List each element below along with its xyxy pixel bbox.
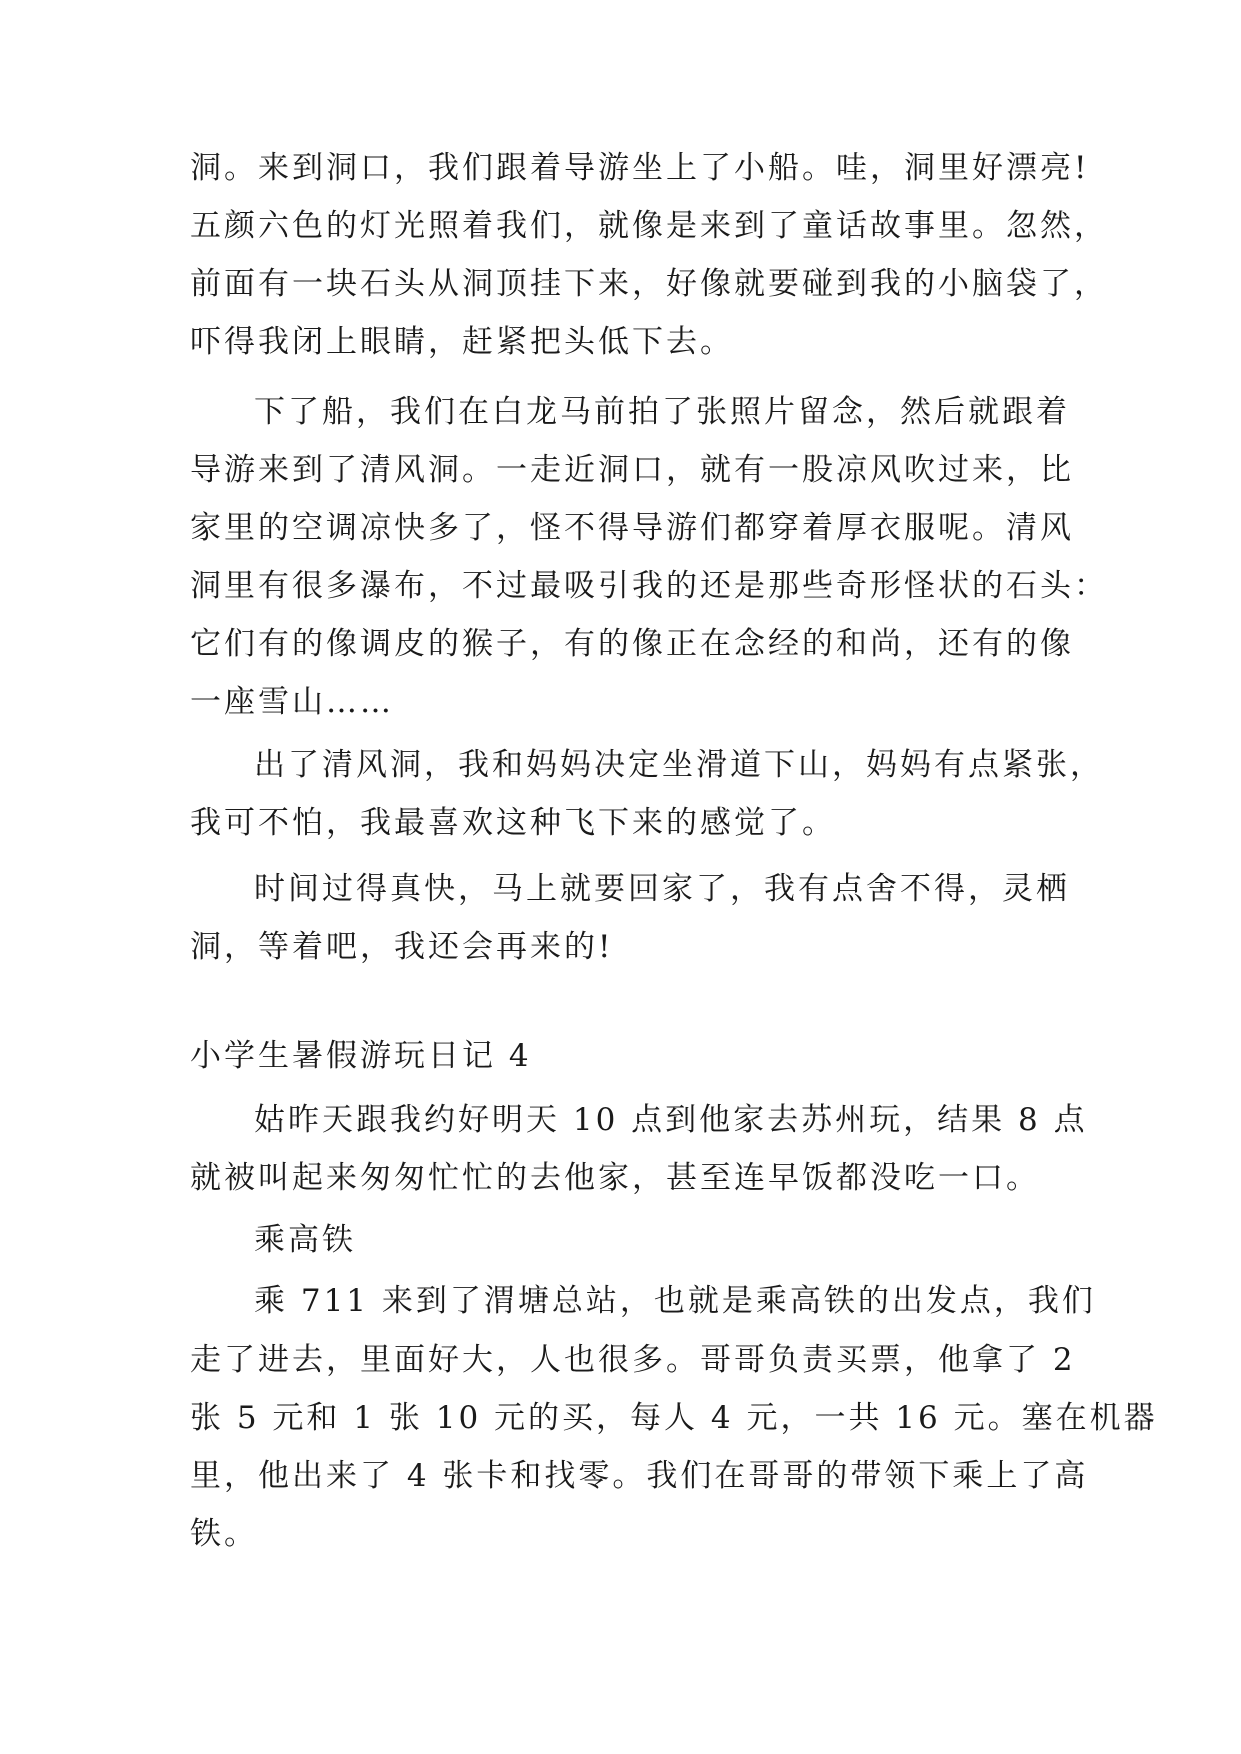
text-line: 张 5 元和 1 张 10 元的买，每人 4 元，一共 16 元。塞在机器: [190, 1400, 1158, 1436]
text-line: 洞，等着吧，我还会再来的!: [190, 929, 614, 965]
text-line: 里，他出来了 4 张卡和找零。我们在哥哥的带领下乘上了高: [190, 1458, 1089, 1494]
text-line: 走了进去，里面好大，人也很多。哥哥负责买票，他拿了 2: [190, 1342, 1076, 1378]
text-line: 洞里有很多瀑布，不过最吸引我的还是那些奇形怪状的石头：: [190, 568, 1108, 604]
text-line: 五颜六色的灯光照着我们，就像是来到了童话故事里。忽然，: [190, 208, 1108, 244]
text-line: 我可不怕，我最喜欢这种飞下来的感觉了。: [190, 805, 836, 841]
text-line: 就被叫起来匆匆忙忙的去他家，甚至连早饭都没吃一口。: [190, 1160, 1040, 1196]
text-line: 前面有一块石头从洞顶挂下来，好像就要碰到我的小脑袋了，: [190, 266, 1108, 302]
paragraph-start-line: 出了清风洞，我和妈妈决定坐滑道下山，妈妈有点紧张，: [254, 747, 1104, 783]
text-line: 洞。来到洞口，我们跟着导游坐上了小船。哇，洞里好漂亮!: [190, 150, 1090, 186]
paragraph-start-line: 时间过得真快，马上就要回家了，我有点舍不得，灵栖: [254, 871, 1070, 907]
paragraph-start-line: 乘 711 来到了渭塘总站，也就是乘高铁的出发点，我们: [254, 1283, 1096, 1319]
text-line: 家里的空调凉快多了，怪不得导游们都穿着厚衣服呢。清风: [190, 510, 1074, 546]
paragraph-start-line: 下了船，我们在白龙马前拍了张照片留念，然后就跟着: [254, 394, 1070, 430]
paragraph-start-line: 姑昨天跟我约好明天 10 点到他家去苏州玩，结果 8 点: [254, 1102, 1088, 1138]
text-line: 一座雪山……: [190, 684, 394, 720]
text-line: 吓得我闭上眼睛，赶紧把头低下去。: [190, 324, 734, 360]
text-line: 它们有的像调皮的猴子，有的像正在念经的和尚，还有的像: [190, 626, 1074, 662]
text-line: 导游来到了清风洞。一走近洞口，就有一股凉风吹过来，比: [190, 452, 1074, 488]
section-heading: 小学生暑假游玩日记 4: [190, 1038, 532, 1074]
text-line: 铁。: [190, 1516, 258, 1552]
subheading: 乘高铁: [254, 1222, 356, 1258]
